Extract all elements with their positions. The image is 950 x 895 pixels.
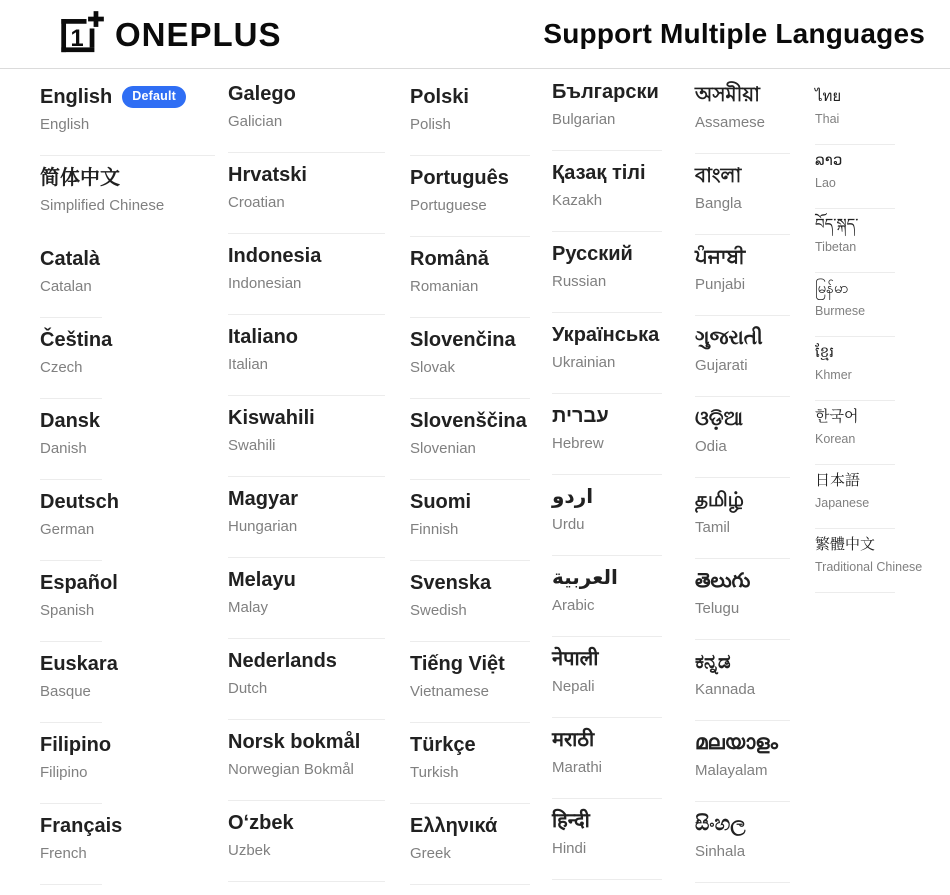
language-native-name: [695, 83, 790, 108]
language-native-name: [552, 242, 662, 267]
language-native-name: [552, 161, 662, 186]
language-native-name: [695, 650, 790, 675]
language-native-text: नेपाली: [552, 648, 599, 670]
language-native-text: Suomi: [410, 491, 472, 513]
language-native-text: Norsk bokmål: [228, 731, 361, 753]
language-native-text: Türkçe: [410, 734, 476, 756]
language-native-text: Русский: [552, 243, 633, 265]
page-header: [0, 0, 950, 69]
language-native-name: [815, 215, 930, 235]
language-native-text: Indonesia: [228, 245, 322, 267]
language-english-name: Odia: [695, 438, 727, 455]
language-item: [695, 245, 790, 326]
language-item: [228, 406, 385, 487]
language-column-5: [695, 69, 790, 893]
language-item: [228, 568, 385, 649]
language-native-text: Dansk: [40, 410, 101, 432]
language-english-name: Dutch: [228, 680, 268, 697]
language-item: [410, 166, 530, 247]
language-native-text: Қазақ тілі: [552, 162, 646, 184]
language-native-name: [410, 409, 530, 434]
language-english-name: Ukrainian: [552, 354, 616, 371]
language-native-text: 繁體中文: [815, 536, 876, 553]
language-english-name: Spanish: [40, 602, 95, 619]
language-native-name: [40, 328, 215, 353]
language-english-name: Croatian: [228, 194, 285, 211]
languages-grid: [0, 69, 950, 880]
language-native-name: [815, 151, 930, 171]
language-item: [552, 566, 662, 647]
language-native-name: [410, 166, 530, 191]
language-native-name: [228, 325, 385, 350]
language-item: [695, 569, 790, 650]
language-native-name: [228, 163, 385, 188]
language-english-name: Nepali: [552, 678, 595, 695]
language-native-name: [695, 326, 790, 351]
language-item: [40, 814, 215, 895]
language-english-name: German: [40, 521, 95, 538]
language-item: [40, 85, 215, 166]
language-english-name: Slovak: [410, 359, 456, 376]
language-english-name: Tamil: [695, 519, 731, 536]
language-item: [815, 471, 930, 535]
language-native-text: Tiếng Việt: [410, 653, 505, 675]
language-item: [695, 407, 790, 488]
language-item: [552, 161, 662, 242]
language-native-name: [410, 571, 530, 596]
language-english-name: Hungarian: [228, 518, 298, 535]
language-item: [410, 814, 530, 895]
language-native-text: Català: [40, 248, 101, 270]
language-native-text: Ελληνικά: [410, 815, 498, 837]
language-native-name: [40, 166, 215, 191]
language-native-name: [695, 488, 790, 513]
language-english-name: Polish: [410, 116, 451, 133]
language-item: [815, 535, 930, 599]
language-native-text: ខ្មែរ: [815, 344, 835, 361]
language-native-text: Български: [552, 81, 659, 103]
oneplus-logo[interactable]: [55, 10, 282, 58]
language-item: [228, 649, 385, 730]
language-native-text: 简体中文: [40, 167, 120, 189]
language-native-text: Slovenčina: [410, 329, 516, 351]
language-english-name: Bangla: [695, 195, 742, 212]
language-english-name: Finnish: [410, 521, 459, 538]
language-english-name: Italian: [228, 356, 269, 373]
language-native-name: [815, 407, 930, 427]
language-english-name: English: [40, 116, 90, 133]
language-item: [695, 731, 790, 812]
language-item: [552, 242, 662, 323]
language-item: [40, 328, 215, 409]
language-native-text: Polski: [410, 86, 469, 108]
language-english-name: Hindi: [552, 840, 587, 857]
language-native-name: [552, 404, 662, 429]
language-native-name: [228, 244, 385, 269]
language-native-name: [410, 247, 530, 272]
language-native-text: Slovenščina: [410, 410, 527, 432]
language-english-name: Thai: [815, 112, 840, 126]
language-native-text: Galego: [228, 83, 296, 105]
language-native-text: සිංහල: [695, 813, 746, 835]
language-item: [695, 488, 790, 569]
language-native-name: [815, 87, 930, 107]
language-native-text: Čeština: [40, 329, 113, 351]
language-item: [695, 326, 790, 407]
language-english-name: Lao: [815, 176, 836, 190]
language-native-name: [552, 809, 662, 834]
language-native-text: 日本語: [815, 472, 861, 489]
language-native-text: ລາວ: [815, 152, 843, 169]
language-english-name: Assamese: [695, 114, 766, 131]
language-native-name: [552, 647, 662, 672]
language-english-name: French: [40, 845, 87, 862]
language-native-name: [695, 569, 790, 594]
language-native-name: [40, 490, 215, 515]
language-item: [815, 215, 930, 279]
language-english-name: Telugu: [695, 600, 740, 617]
language-native-text: मराठी: [552, 729, 595, 751]
language-item: [410, 328, 530, 409]
language-column-6: [815, 69, 930, 599]
language-english-name: Swahili: [228, 437, 276, 454]
language-native-name: [228, 649, 385, 674]
language-item: [40, 733, 215, 814]
language-native-text: 한국어: [815, 408, 859, 425]
language-native-name: [815, 471, 930, 491]
page-title: Support Multiple Languages: [543, 18, 925, 49]
language-item: [410, 652, 530, 733]
language-english-name: Swedish: [410, 602, 467, 619]
language-native-name: [40, 814, 215, 839]
language-native-text: ଓଡ଼ିଆ: [695, 408, 743, 430]
language-english-name: Bulgarian: [552, 111, 616, 128]
language-native-name: [695, 164, 790, 189]
language-native-name: [552, 323, 662, 348]
language-item: [40, 571, 215, 652]
language-native-text: English: [40, 86, 113, 108]
language-item: [40, 166, 215, 247]
language-item: [695, 812, 790, 893]
language-item: [552, 728, 662, 809]
language-native-name: [410, 652, 530, 677]
language-item: [40, 409, 215, 490]
language-item: [552, 80, 662, 161]
language-english-name: Indonesian: [228, 275, 302, 292]
language-native-text: ਪੰਜਾਬੀ: [695, 246, 746, 268]
language-item: [410, 409, 530, 490]
language-native-name: [410, 490, 530, 515]
language-native-name: [695, 731, 790, 756]
language-item: [815, 407, 930, 471]
language-native-text: ไทย: [815, 88, 842, 105]
language-item: [40, 247, 215, 328]
language-english-name: Kannada: [695, 681, 756, 698]
language-english-name: Kazakh: [552, 192, 603, 209]
language-native-text: Oʻzbek: [228, 812, 294, 834]
language-item: [552, 404, 662, 485]
language-english-name: Arabic: [552, 597, 595, 614]
language-native-text: हिन्दी: [552, 810, 590, 832]
language-native-text: Kiswahili: [228, 407, 315, 429]
language-native-text: العربية: [552, 567, 618, 589]
language-native-text: עברית: [552, 405, 609, 427]
language-native-name: [552, 80, 662, 105]
language-native-text: Hrvatski: [228, 164, 307, 186]
language-item: [410, 490, 530, 571]
language-item: [228, 163, 385, 244]
language-item: [695, 164, 790, 245]
language-english-name: Uzbek: [228, 842, 271, 859]
language-native-name: [695, 812, 790, 837]
language-item: [228, 487, 385, 568]
language-column-4: [552, 69, 662, 890]
svg-text:1: 1: [70, 25, 84, 52]
language-item: [552, 323, 662, 404]
language-item: [410, 247, 530, 328]
language-item: [228, 325, 385, 406]
language-english-name: Romanian: [410, 278, 479, 295]
language-english-name: Malay: [228, 599, 269, 616]
language-english-name: Russian: [552, 273, 607, 290]
language-english-name: Danish: [40, 440, 87, 457]
language-english-name: Tibetan: [815, 240, 857, 254]
language-item: [552, 809, 662, 890]
language-native-text: தமிழ்: [695, 489, 744, 511]
language-native-text: తెలుగు: [695, 570, 751, 592]
language-native-name: [228, 406, 385, 431]
language-english-name: Malayalam: [695, 762, 768, 779]
language-column-2: [228, 69, 385, 892]
language-column-3: [410, 69, 530, 895]
language-native-name: [40, 247, 215, 272]
language-item: [410, 733, 530, 814]
language-native-name: [40, 652, 215, 677]
language-english-name: Japanese: [815, 496, 870, 510]
language-native-text: Euskara: [40, 653, 118, 675]
language-english-name: Simplified Chinese: [40, 197, 165, 214]
language-item: [552, 485, 662, 566]
language-english-name: Sinhala: [695, 843, 746, 860]
language-item: [228, 82, 385, 163]
language-english-name: Turkish: [410, 764, 459, 781]
language-english-name: Khmer: [815, 368, 852, 382]
language-column-1: [40, 69, 215, 895]
language-item: [815, 151, 930, 215]
language-native-name: [228, 811, 385, 836]
language-native-name: [228, 487, 385, 512]
language-native-name: [228, 568, 385, 593]
language-native-text: Svenska: [410, 572, 492, 594]
language-native-text: অসমীয়া: [695, 84, 760, 106]
language-native-text: Filipino: [40, 734, 112, 756]
language-native-name: [552, 566, 662, 591]
language-native-name: [40, 409, 215, 434]
language-native-name: [40, 85, 215, 110]
language-item: [410, 571, 530, 652]
language-english-name: Galician: [228, 113, 283, 130]
language-english-name: Greek: [410, 845, 451, 862]
language-native-name: [552, 728, 662, 753]
language-item: [410, 85, 530, 166]
language-native-name: [410, 733, 530, 758]
language-item: [228, 730, 385, 811]
language-native-name: [410, 814, 530, 839]
language-native-text: اردو: [552, 486, 594, 508]
language-english-name: Traditional Chinese: [815, 560, 923, 574]
language-english-name: Norwegian Bokmål: [228, 761, 354, 778]
language-native-text: Español: [40, 572, 118, 594]
language-native-name: [410, 328, 530, 353]
language-item: [815, 279, 930, 343]
language-english-name: Portuguese: [410, 197, 487, 214]
language-native-text: Română: [410, 248, 489, 270]
language-native-name: [410, 85, 530, 110]
language-native-text: Deutsch: [40, 491, 119, 513]
language-native-text: বাংলা: [695, 165, 742, 187]
oneplus-logo-icon: [55, 10, 107, 58]
language-item: [40, 490, 215, 571]
language-native-text: Melayu: [228, 569, 296, 591]
language-native-text: Magyar: [228, 488, 299, 510]
language-native-name: [40, 733, 215, 758]
language-english-name: Punjabi: [695, 276, 746, 293]
language-english-name: Catalan: [40, 278, 92, 295]
language-native-text: Nederlands: [228, 650, 337, 672]
language-native-name: [695, 245, 790, 270]
language-english-name: Czech: [40, 359, 83, 376]
language-item: [815, 87, 930, 151]
language-item: [695, 650, 790, 731]
language-english-name: Hebrew: [552, 435, 604, 452]
language-english-name: Urdu: [552, 516, 585, 533]
language-native-name: [815, 343, 930, 363]
language-english-name: Marathi: [552, 759, 603, 776]
language-native-name: [228, 82, 385, 107]
language-english-name: Vietnamese: [410, 683, 489, 700]
language-native-text: ગુજરાતી: [695, 327, 763, 349]
oneplus-logo-wordmark: ONEPLUS: [115, 15, 282, 53]
language-english-name: Gujarati: [695, 357, 748, 374]
language-english-name: Basque: [40, 683, 91, 700]
language-english-name: Korean: [815, 432, 856, 446]
language-item: [228, 244, 385, 325]
language-item: [552, 647, 662, 728]
language-native-name: [552, 485, 662, 510]
language-item: [815, 343, 930, 407]
language-native-text: မြန်မာ: [815, 280, 849, 297]
language-native-name: [815, 535, 930, 555]
language-native-name: [815, 279, 930, 299]
language-native-text: Українська: [552, 324, 660, 346]
default-badge: Default: [122, 86, 186, 108]
language-english-name: Slovenian: [410, 440, 476, 457]
language-native-text: Français: [40, 815, 123, 837]
language-item: [40, 652, 215, 733]
language-native-name: [40, 571, 215, 596]
language-native-text: Português: [410, 167, 509, 189]
language-english-name: Burmese: [815, 304, 866, 318]
language-item: [695, 83, 790, 164]
language-native-text: മലയാളം: [695, 732, 778, 754]
language-native-text: ಕನ್ನಡ: [695, 651, 731, 673]
language-english-name: Filipino: [40, 764, 88, 781]
language-native-name: [228, 730, 385, 755]
language-native-text: བོད་སྐད་: [815, 216, 859, 233]
language-native-name: [695, 407, 790, 432]
language-native-text: Italiano: [228, 326, 299, 348]
